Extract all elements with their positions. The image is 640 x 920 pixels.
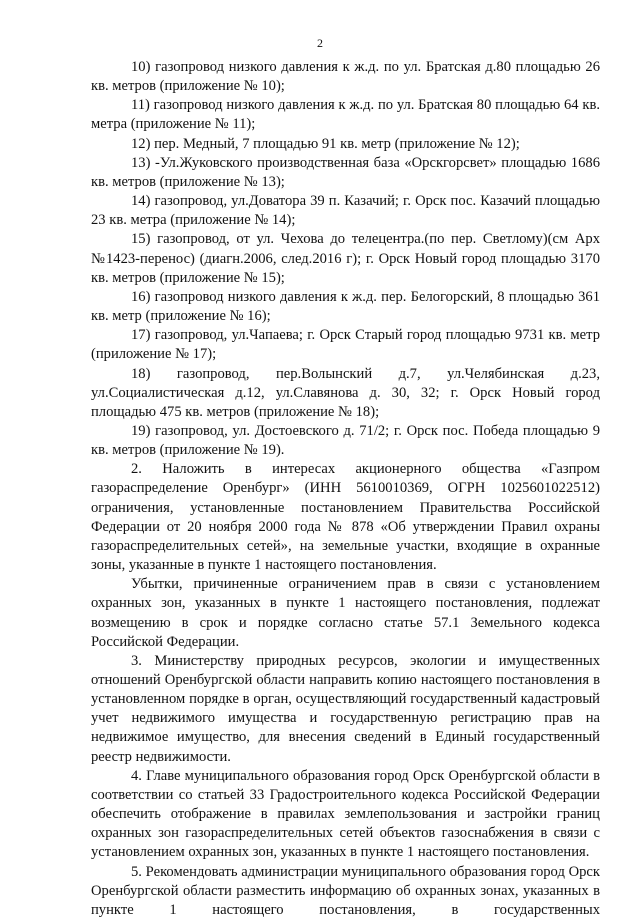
paragraph-item-10: 10) газопровод низкого давления к ж.д. по ул. Братская д.80 площадью 26 кв. метров (приложение № 10);: [91, 59, 600, 95]
paragraph-clause-2: 2. Наложить в интересах акционерного общества «Газпром газораспределение Оренбург» (ИНН 5610010369, ОГРН 1025601022512) ограничения, установленные постановлением Правительства Российской Федерации от 20 ноября 2000 года № 878 «Об утверждении Правил охраны газораспределительных сетей», на земельные участки, входящие в охранные зоны, указанные в пункте 1 настоящего постановления.: [91, 461, 600, 574]
paragraph-item-17: 17) газопровод, ул.Чапаева; г. Орск Старый город площадью 9731 кв. метр (приложение № 17);: [91, 327, 600, 363]
page-number: 2: [317, 36, 323, 50]
document-body: [91, 58, 600, 920]
paragraph-clause-4: 4. Главе муниципального образования город Орск Оренбургской области в соответствии со статьей 33 Градостроительного кодекса Российской Федерации обеспечить отображение в правилах землепользования и застройки границ охранных зон газораспределительных сетей объектов газоснабжения в связи с установлением охранных зон, указанных в пункте 1 настоящего постановления.: [91, 767, 600, 861]
paragraph-item-12: 12) пер. Медный, 7 площадью 91 кв. метр (приложение № 12);: [131, 135, 520, 152]
paragraph-clause-5: 5. Рекомендовать администрации муниципального образования город Орск Оренбургской области разместить информацию об охранных зонах, указанных в пункте 1 настоящего постановления, в государственных: [91, 863, 600, 918]
paragraph-clause-3: 3. Министерству природных ресурсов, экологии и имущественных отношений Оренбургской области направить копию настоящего постановления в установленном порядке в орган, осуществляющий государственный кадастровый учет недвижимого имущества и государственную регистрацию прав на недвижимое имущество, для внесения сведений в Единый государственный реестр недвижимости.: [91, 652, 600, 765]
paragraph-item-14: 14) газопровод, ул.Доватора 39 п. Казачий; г. Орск пос. Казачий площадью 23 кв. метра (приложение № 14);: [91, 193, 600, 229]
paragraph-item-11: 11) газопровод низкого давления к ж.д. по ул. Братская 80 площадью 64 кв. метра (приложение № 11);: [91, 97, 600, 133]
paragraph-losses: Убытки, причиненные ограничением прав в связи с установлением охранных зон, указанных в пункте 1 настоящего постановления, подлежат возмещению в срок и порядке согласно статье 57.1 Земельного кодекса Российской Федерации.: [91, 576, 600, 650]
paragraph-item-19: 19) газопровод, ул. Достоевского д. 71/2; г. Орск пос. Победа площадью 9 кв. метров (приложение № 19).: [91, 422, 600, 459]
paragraph-item-16: 16) газопровод низкого давления к ж.д. пер. Белогорский, 8 площадью 361 кв. метр (приложение № 16);: [91, 288, 600, 325]
paragraph-item-18: 18) газопровод, пер.Волынский д.7, ул.Челябинская д.23, ул.Социалистическая д.12, ул.Славянова д. 30, 32; г. Орск Новый город площадью 475 кв. метров (приложение № 18);: [91, 365, 600, 420]
paragraph-item-15: 15) газопровод, от ул. Чехова до телецентра.(по пер. Светлому)(см Арх №1423-перенос) (диагн.2006, след.2016 г); г. Орск Новый город площадью 3170 кв. метров (приложение № 15);: [91, 231, 600, 286]
paragraph-item-13: 13) -Ул.Жуковского производственная база «Орскгорсвет» площадью 1686 кв. метров (приложение № 13);: [91, 154, 600, 190]
